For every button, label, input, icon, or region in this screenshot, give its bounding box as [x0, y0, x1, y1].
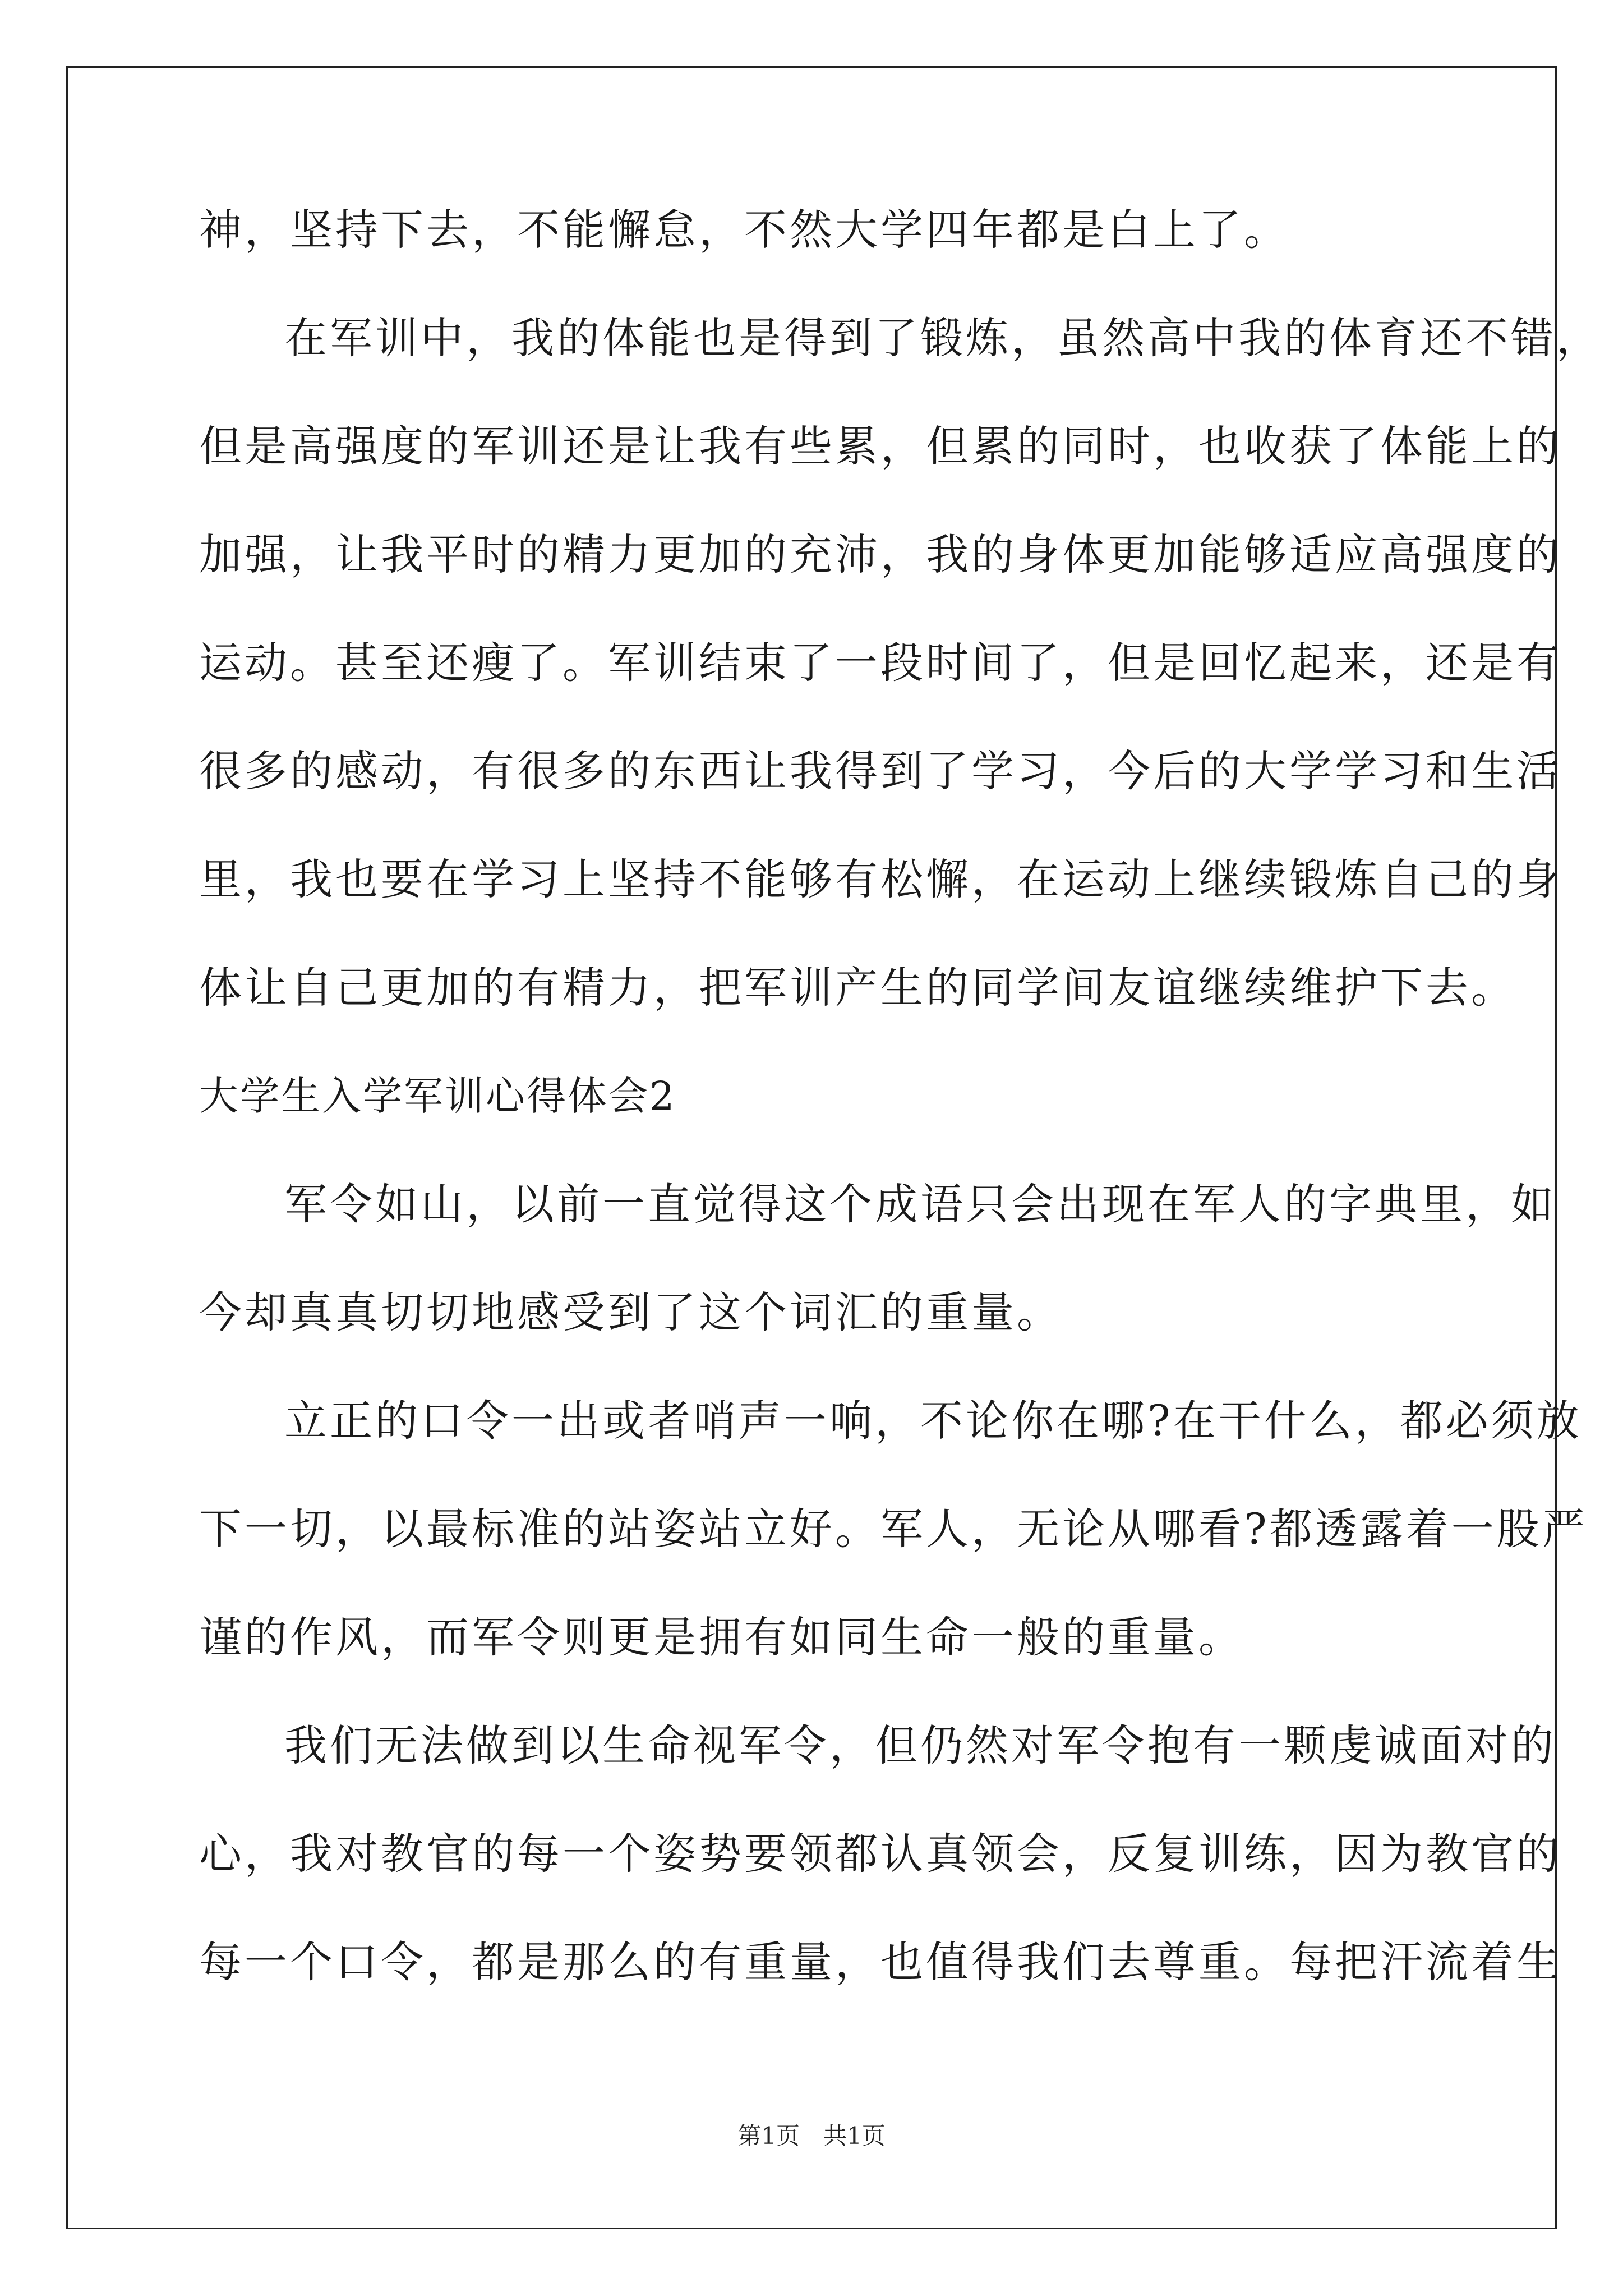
paragraph-start-line: 军令如山，以前一直觉得这个成语只会出现在军人的字典里，如 — [284, 1179, 1556, 1229]
text-line: 里，我也要在学习上坚持不能够有松懈，在运动上继续锻炼自己的身 — [199, 854, 1562, 904]
section-heading: 大学生入学军训心得体会2 — [199, 1073, 676, 1119]
paragraph-start-line: 我们无法做到以生命视军令，但仍然对军令抱有一颗虔诚面对的 — [284, 1720, 1556, 1770]
text-line: 今却真真切切地感受到了这个词汇的重量。 — [199, 1287, 1062, 1337]
text-line: 每一个口令，都是那么的有重量，也值得我们去尊重。每把汗流着生 — [199, 1937, 1562, 1987]
paragraph-start-line: 立正的口令一出或者哨声一响，不论你在哪?在干什么，都必须放 — [284, 1396, 1582, 1446]
text-line: 下一切，以最标准的站姿站立好。军人，无论从哪看?都透露着一股严 — [199, 1504, 1588, 1554]
text-line: 运动。甚至还瘦了。军训结束了一段时间了，但是回忆起来，还是有 — [199, 638, 1562, 688]
text-line: 但是高强度的军训还是让我有些累，但累的同时，也收获了体能上的 — [199, 421, 1562, 471]
text-line: 神，坚持下去，不能懈怠，不然大学四年都是白上了。 — [199, 205, 1289, 255]
text-line: 很多的感动，有很多的东西让我得到了学习，今后的大学学习和生活 — [199, 746, 1562, 796]
text-line: 体让自己更加的有精力，把军训产生的同学间友谊继续维护下去。 — [199, 963, 1516, 1013]
text-line: 加强，让我平时的精力更加的充沛，我的身体更加能够适应高强度的 — [199, 530, 1562, 579]
page-number-footer: 第1页 共1页 — [737, 2122, 886, 2150]
page-border — [66, 66, 1557, 2229]
paragraph-start-line: 在军训中，我的体能也是得到了锻炼，虽然高中我的体育还不错， — [284, 313, 1602, 363]
text-line: 心，我对教官的每一个姿势要领都认真领会，反复训练，因为教官的 — [199, 1829, 1562, 1879]
text-line: 谨的作风，而军令则更是拥有如同生命一般的重量。 — [199, 1612, 1244, 1662]
